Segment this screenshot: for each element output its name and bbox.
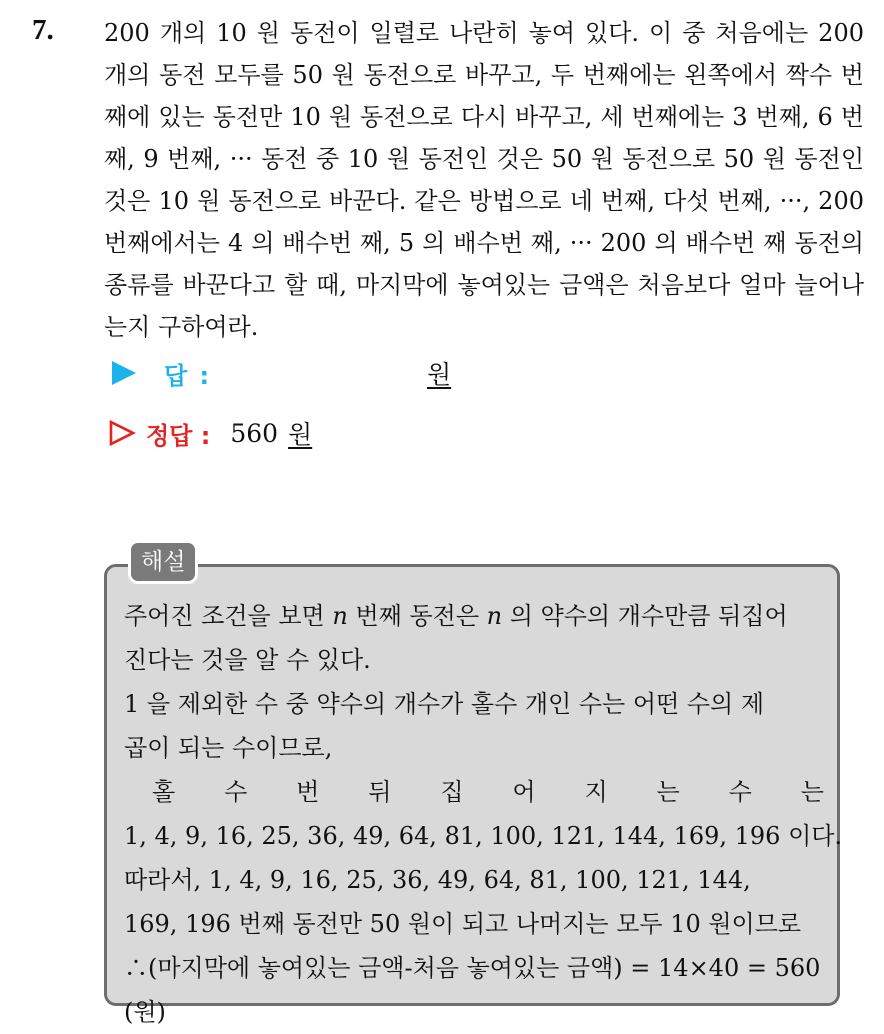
explanation-line: 169, 196 번째 동전만 50 원이 되고 나머지는 모두 10 원이므로 (124, 910, 802, 938)
spread-word: 수 (728, 778, 752, 806)
explanation-line: ∴(마지막에 놓여있는 금액-처음 놓여있는 금액) = 14×40 = 560 (124, 954, 821, 982)
answer-label: 답 : (164, 361, 212, 390)
explanation-line: 1 을 제외한 수 중 약수의 개수가 홀수 개인 수는 어떤 수의 제 (124, 690, 765, 718)
explanation-text: 번째 동전은 (347, 602, 487, 630)
spread-word: 집 (440, 778, 464, 806)
explanation-spread-line (124, 770, 824, 814)
question-text: 200 개의 10 원 동전이 일렬로 나란히 놓여 있다. 이 중 처음에는 200 개의 동전 모두를 50 원 동전으로 바꾸고, 두 번째에는 왼쪽에서 짝수 번째에 있는 동전만 10 원 동전으로 다시 바꾸고, 세 번째에는 3 번째, 6 번째, 9 번째, ··· 동전 중 10 원 동전인 것은 50 원 동전으로 50 원 동전인 것은 10 원 동전으로 바꾼다. 같은 방법으로 네 번째, 다섯 번째, ···, 200 번째에서는 4 의 배수번 째, 5 의 배수번 째, ··· 200 의 배수번 째 동전의 종류를 바꾼다고 할 때, 마지막에 놓여있는 금액은 처음보다 얼마 늘어나는지 구하여라. (104, 19, 864, 341)
correct-answer-unit: 원 (288, 420, 313, 449)
explanation-line: 곱이 되는 수이므로, (124, 734, 333, 762)
explanation-line: (원) (124, 998, 166, 1026)
outline-arrow-icon (108, 419, 136, 447)
play-arrow-icon (112, 361, 136, 385)
correct-answer-label: 정답 : (146, 421, 211, 450)
variable-n: n (332, 602, 348, 630)
answer-unit: 원 (426, 360, 452, 389)
explanation-text: 주어진 조건을 보면 (124, 602, 333, 630)
spread-word: 어 (512, 778, 536, 806)
spread-word: 는 (800, 778, 824, 806)
explanation-body (124, 594, 843, 1034)
explanation-tab: 해설 (128, 540, 198, 584)
explanation-line: 진다는 것을 알 수 있다. (124, 646, 371, 674)
spread-word: 뒤 (368, 778, 392, 806)
spread-word: 번 (296, 778, 320, 806)
spread-word: 지 (584, 778, 608, 806)
answer-row (108, 353, 528, 393)
variable-n: n (486, 602, 503, 630)
correct-answer-value: 560 (230, 418, 279, 448)
explanation-line: 1, 4, 9, 16, 25, 36, 49, 64, 81, 100, 121, 144, 169, 196 이다. (124, 822, 843, 850)
explanation-text: 의 약수의 개수만큼 뒤집어 (502, 602, 788, 630)
question-number: 7. (32, 14, 54, 46)
correct-answer-row (108, 413, 312, 453)
explanation-line: 따라서, 1, 4, 9, 16, 25, 36, 49, 64, 81, 100, 121, 144, (124, 866, 751, 894)
spread-word: 수 (224, 778, 248, 806)
spread-word: 는 (656, 778, 680, 806)
explanation-line (124, 594, 824, 638)
spread-word: 홀 (152, 778, 176, 806)
answer-blank[interactable] (211, 355, 451, 391)
